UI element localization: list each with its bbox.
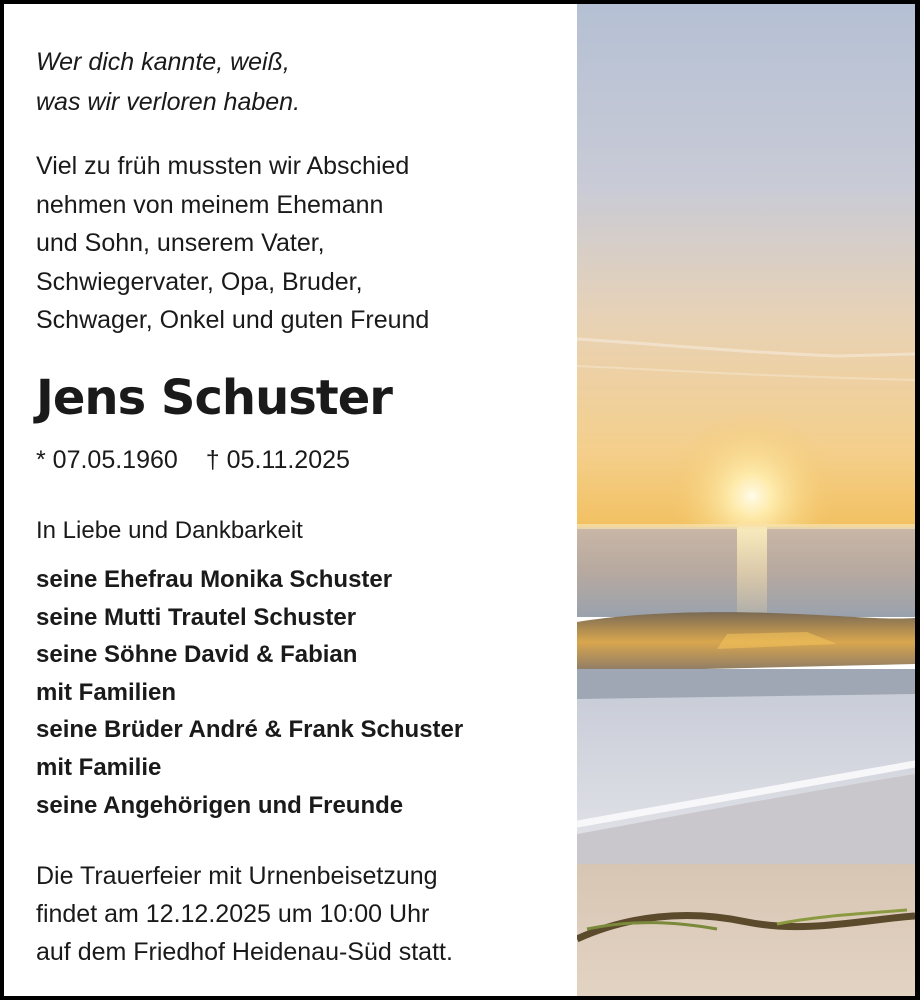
mourner-line: seine Söhne David & Fabian — [36, 641, 358, 669]
quote-line: was wir verloren haben. — [36, 88, 301, 116]
deceased-name: Jens Schuster — [36, 370, 392, 426]
obituary-card — [4, 4, 915, 996]
intro-line: und Sohn, unserem Vater, — [36, 229, 325, 257]
sunset-beach-photo — [577, 4, 915, 996]
birth-date: * 07.05.1960 — [36, 446, 178, 474]
intro-line: nehmen von meinem Ehemann — [36, 190, 384, 219]
funeral-notice — [36, 857, 453, 971]
intro-line: Schwager, Onkel und guten Freund — [36, 306, 430, 334]
quote-line: Wer dich kannte, weiß, — [36, 48, 290, 76]
sunset-beach-illustration — [577, 4, 915, 996]
quote — [36, 42, 300, 122]
love-line: In Liebe und Dankbarkeit — [36, 517, 303, 544]
life-dates — [36, 440, 350, 480]
mourner-line: mit Familie — [36, 753, 162, 781]
mourner-line: seine Mutti Trautel Schuster — [36, 603, 357, 631]
notice-line: Die Trauerfeier mit Urnenbeisetzung — [36, 862, 438, 890]
intro-line: Schwiegervater, Opa, Bruder, — [36, 267, 363, 296]
intro-text — [36, 147, 429, 340]
mourners-list — [36, 561, 463, 824]
mourner-line: seine Ehefrau Monika Schuster — [36, 566, 393, 593]
death-date: † 05.11.2025 — [205, 446, 350, 474]
text-column — [4, 4, 576, 996]
mourner-line: seine Brüder André & Frank Schuster — [36, 716, 464, 744]
mourner-line: mit Familien — [36, 678, 177, 706]
notice-line: auf dem Friedhof Heidenau-Süd statt. — [36, 938, 453, 966]
mourner-line: seine Angehörigen und Freunde — [36, 791, 404, 819]
notice-line: findet am 12.12.2025 um 10:00 Uhr — [36, 900, 430, 928]
intro-line: Viel zu früh mussten wir Abschied — [36, 152, 410, 180]
